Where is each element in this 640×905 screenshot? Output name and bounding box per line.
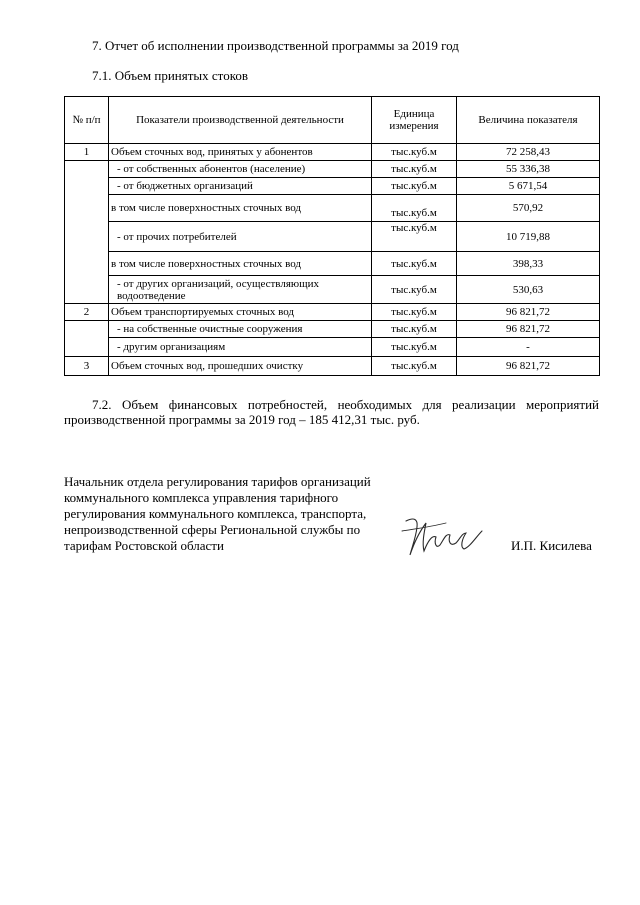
row-num-merged bbox=[65, 321, 109, 357]
table-row bbox=[65, 178, 600, 195]
row-value: 96 821,72 bbox=[457, 357, 600, 376]
row-unit: тыс.куб.м bbox=[372, 195, 457, 222]
handwritten-signature bbox=[400, 507, 485, 562]
row-value: 96 821,72 bbox=[457, 304, 600, 321]
row-num: 2 bbox=[65, 304, 109, 321]
row-value: - bbox=[457, 338, 600, 357]
row-num: 3 bbox=[65, 357, 109, 376]
row-unit: тыс.куб.м bbox=[372, 321, 457, 338]
table-row bbox=[65, 357, 600, 376]
row-name: - от других организаций, осуществляющих водоотведение bbox=[109, 276, 372, 304]
row-name: Объем транспортируемых сточных вод bbox=[109, 304, 372, 321]
table-row bbox=[65, 304, 600, 321]
row-num: 1 bbox=[65, 144, 109, 161]
row-unit: тыс.куб.м bbox=[372, 276, 457, 304]
row-name: - от собственных абонентов (население) bbox=[109, 161, 372, 178]
row-value: 72 258,43 bbox=[457, 144, 600, 161]
row-value: 530,63 bbox=[457, 276, 600, 304]
row-unit: тыс.куб.м bbox=[372, 222, 457, 252]
row-unit: тыс.куб.м bbox=[372, 144, 457, 161]
header-indicator: Показатели производственной деятельности bbox=[109, 97, 372, 144]
row-name: в том числе поверхностных сточных вод bbox=[109, 252, 372, 276]
table-header-row bbox=[65, 97, 600, 144]
row-name: в том числе поверхностных сточных вод bbox=[109, 195, 372, 222]
table-row bbox=[65, 222, 600, 252]
row-unit: тыс.куб.м bbox=[372, 252, 457, 276]
row-name: - от прочих потребителей bbox=[109, 222, 372, 252]
row-unit: тыс.куб.м bbox=[372, 304, 457, 321]
header-unit: Единица измерения bbox=[372, 97, 457, 144]
row-value: 55 336,38 bbox=[457, 161, 600, 178]
table-row bbox=[65, 252, 600, 276]
row-value: 96 821,72 bbox=[457, 321, 600, 338]
table-row bbox=[65, 338, 600, 357]
row-value: 570,92 bbox=[457, 195, 600, 222]
row-value: 10 719,88 bbox=[457, 222, 600, 252]
header-num: № п/п bbox=[65, 97, 109, 144]
row-unit: тыс.куб.м bbox=[372, 178, 457, 195]
row-unit: тыс.куб.м bbox=[372, 161, 457, 178]
wastewater-table bbox=[64, 96, 600, 376]
table-row bbox=[65, 321, 600, 338]
table-row bbox=[65, 144, 600, 161]
table-row bbox=[65, 195, 600, 222]
row-name: Объем сточных вод, прошедших очистку bbox=[109, 357, 372, 376]
row-name: - другим организациям bbox=[109, 338, 372, 357]
row-name: - от бюджетных организаций bbox=[109, 178, 372, 195]
signatory-position: Начальник отдела регулирования тарифов организаций коммунального комплекса управления тарифного регулирования коммунального комплекса, транспорта, непроизводственной сферы Региональной службы по тарифам Ростовской области bbox=[64, 474, 371, 553]
subsection-heading: 7.1. Объем принятых стоков bbox=[92, 68, 248, 83]
financial-note: 7.2. Объем финансовых потребностей, необходимых для реализации мероприятий производственной программы за 2019 год – 185 412,31 тыс. руб. bbox=[64, 397, 599, 427]
row-value: 5 671,54 bbox=[457, 178, 600, 195]
header-value: Величина показателя bbox=[457, 97, 600, 144]
row-unit: тыс.куб.м bbox=[372, 338, 457, 357]
row-unit: тыс.куб.м bbox=[372, 357, 457, 376]
section-heading: 7. Отчет об исполнении производственной программы за 2019 год bbox=[92, 38, 459, 53]
row-num-merged bbox=[65, 161, 109, 304]
row-name: - на собственные очистные сооружения bbox=[109, 321, 372, 338]
table-row bbox=[65, 276, 600, 304]
signatory-name: И.П. Кисилева bbox=[511, 538, 592, 553]
row-value: 398,33 bbox=[457, 252, 600, 276]
row-name: Объем сточных вод, принятых у абонентов bbox=[109, 144, 372, 161]
table-row bbox=[65, 161, 600, 178]
